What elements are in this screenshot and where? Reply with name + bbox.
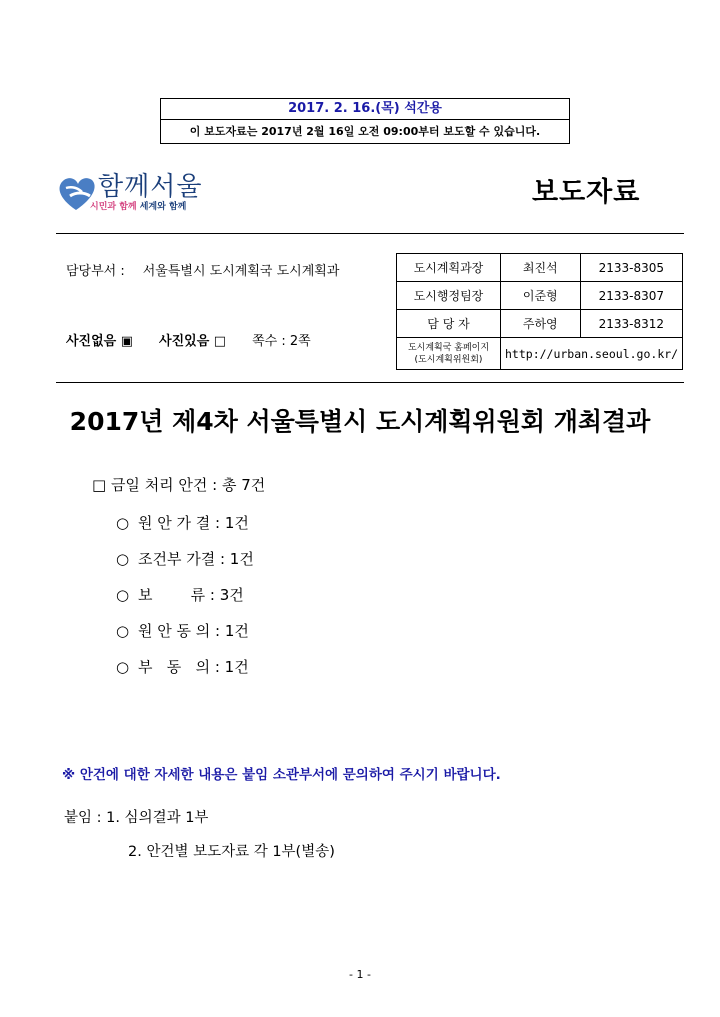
logo-subtitle-citizens: 시민과 함께 (90, 202, 137, 212)
bullet: ○ (116, 586, 130, 604)
bullet: ○ (116, 550, 130, 568)
contact-row (397, 282, 683, 310)
embargo-date: 2017. 2. 16.(목) 석간용 (161, 99, 569, 120)
list-item (116, 548, 254, 569)
contact-name: 최진석 (501, 254, 581, 282)
page-count: 쪽수 : 2쪽 (252, 334, 311, 349)
contact-name: 주하영 (501, 310, 581, 338)
contact-role: 도시행정팀장 (397, 282, 501, 310)
page-number: - 1 - (349, 968, 371, 981)
homepage-url[interactable]: http://urban.seoul.go.kr/ (501, 338, 683, 370)
homepage-label-line2: (도시계획위원회) (414, 354, 483, 365)
attachment-line-1: 붙임 : 1. 심의결과 1부 (64, 810, 209, 826)
bullet: ○ (116, 622, 130, 640)
contact-phone: 2133-8312 (580, 310, 683, 338)
photo-info (66, 330, 337, 349)
department-value: 서울특별시 도시계획국 도시계획과 (142, 264, 340, 279)
item-text: 보 류 : 3건 (138, 586, 244, 604)
item-text: 부 동 의 : 1건 (138, 658, 249, 676)
list-item (116, 620, 249, 641)
contact-row (397, 310, 683, 338)
notice-line: ※ 안건에 대한 자세한 내용은 붙임 소관부서에 문의하여 주시기 바랍니다. (62, 767, 501, 783)
no-photo-indicator: 사진없음 ▣ (66, 334, 134, 349)
item-text: 원 안 동 의 : 1건 (138, 622, 249, 640)
bullet: ○ (116, 514, 130, 532)
logo-subtitle-world: 세계와 함께 (136, 202, 187, 212)
contact-role: 담 당 자 (397, 310, 501, 338)
department-label: 담당부서 : (66, 264, 125, 279)
embargo-box (160, 98, 570, 144)
divider-top (56, 233, 684, 234)
bullet: ○ (116, 658, 130, 676)
contact-role: 도시계획과장 (397, 254, 501, 282)
with-photo-indicator: 사진있음 □ (159, 334, 227, 349)
list-item (116, 656, 249, 677)
embargo-release-note: 이 보도자료는 2017년 2월 16일 오전 09:00부터 보도할 수 있습니다. (189, 125, 541, 138)
contact-phone: 2133-8305 (580, 254, 683, 282)
list-item (116, 512, 249, 533)
contact-phone: 2133-8307 (580, 282, 683, 310)
item-text: 원 안 가 결 : 1건 (138, 514, 249, 532)
department-info (66, 260, 339, 279)
homepage-label (397, 338, 501, 370)
item-text: 조건부 가결 : 1건 (138, 550, 254, 568)
attachment-line-2: 2. 안건별 보도자료 각 1부(별송) (128, 844, 335, 860)
divider-bottom (56, 382, 684, 383)
document-title: 2017년 제4차 서울특별시 도시계획위원회 개최결과 (69, 407, 651, 436)
doc-type-heading: 보도자료 (532, 177, 641, 208)
contact-name: 이준형 (501, 282, 581, 310)
summary-line: □ 금일 처리 안건 : 총 7건 (92, 476, 266, 494)
contact-table (396, 253, 683, 370)
logo-title: 함께서울 (98, 172, 203, 202)
list-item (116, 584, 244, 605)
homepage-label-line1: 도시계획국 홈페이지 (407, 342, 490, 353)
homepage-row (397, 338, 683, 370)
logo-subtitle (90, 199, 186, 212)
contact-row (397, 254, 683, 282)
